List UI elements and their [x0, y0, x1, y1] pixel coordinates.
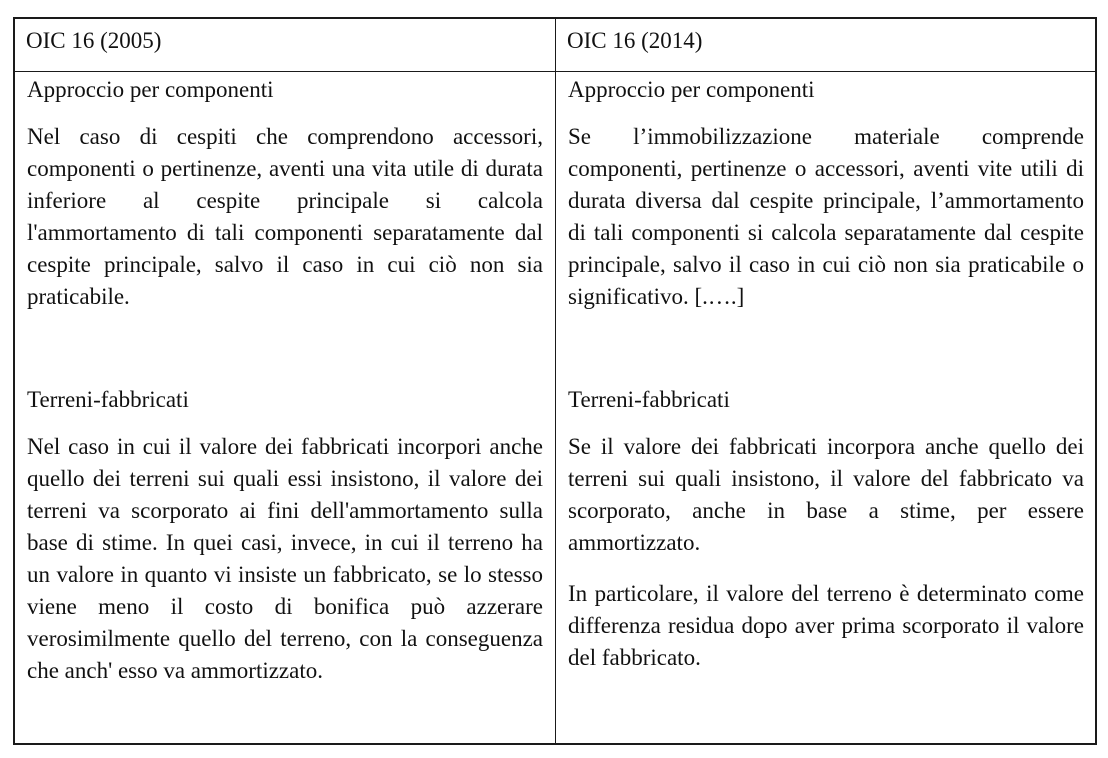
paragraph-terreni-extra: In particolare, il valore del terreno è determinato come differenza residua dopo aver prima scorporato il valore del fabbricato.: [568, 581, 1084, 670]
column-oic-2014: [556, 72, 1097, 743]
header-oic-2005: OIC 16 (2005): [26, 28, 162, 53]
paragraph-componenti: Nel caso di cespiti che comprendono accessori, componenti o pertinenze, aventi una vita utile di durata inferiore al cespite principale si calcola l'ammortamento di tali componenti separatamente dal cespite principale, salvo il caso in cui ciò non sia praticabile.: [27, 124, 543, 309]
column-oic-2005: [15, 72, 555, 743]
section-title-componenti: Approccio per componenti: [568, 77, 815, 102]
section-title-terreni: Terreni-fabbricati: [568, 387, 730, 412]
comparison-table: [13, 17, 1097, 745]
paragraph-componenti: Se l’immobilizzazione materiale comprende componenti, pertinenze o accessori, aventi vite utili di durata diversa dal cespite principale, l’ammortamento di tali componenti si calcola separatamente dal cespite principale, salvo il caso in cui ciò non sia praticabile o significativo. [.….]: [568, 124, 1084, 309]
section-title-componenti: Approccio per componenti: [27, 77, 274, 102]
paragraph-terreni: Nel caso in cui il valore dei fabbricati incorpori anche quello dei terreni sui quali essi insistono, il valore dei terreni va scorporato ai fini dell'ammortamento sulla base di stime. In quei casi, invece, in cui il terreno ha un valore in quanto vi insiste un fabbricato, se lo stesso viene meno il costo di bonifica può azzerare verosimilmente quello del terreno, con la conseguenza che anch' esso va ammortizzato.: [27, 434, 543, 683]
section-title-terreni: Terreni-fabbricati: [27, 387, 189, 412]
header-oic-2014: OIC 16 (2014): [567, 28, 703, 53]
paragraph-terreni: Se il valore dei fabbricati incorpora anche quello dei terreni sui quali insistono, il valore del fabbricato va scorporato, anche in base a stime, per essere ammortizzato.: [568, 434, 1084, 555]
